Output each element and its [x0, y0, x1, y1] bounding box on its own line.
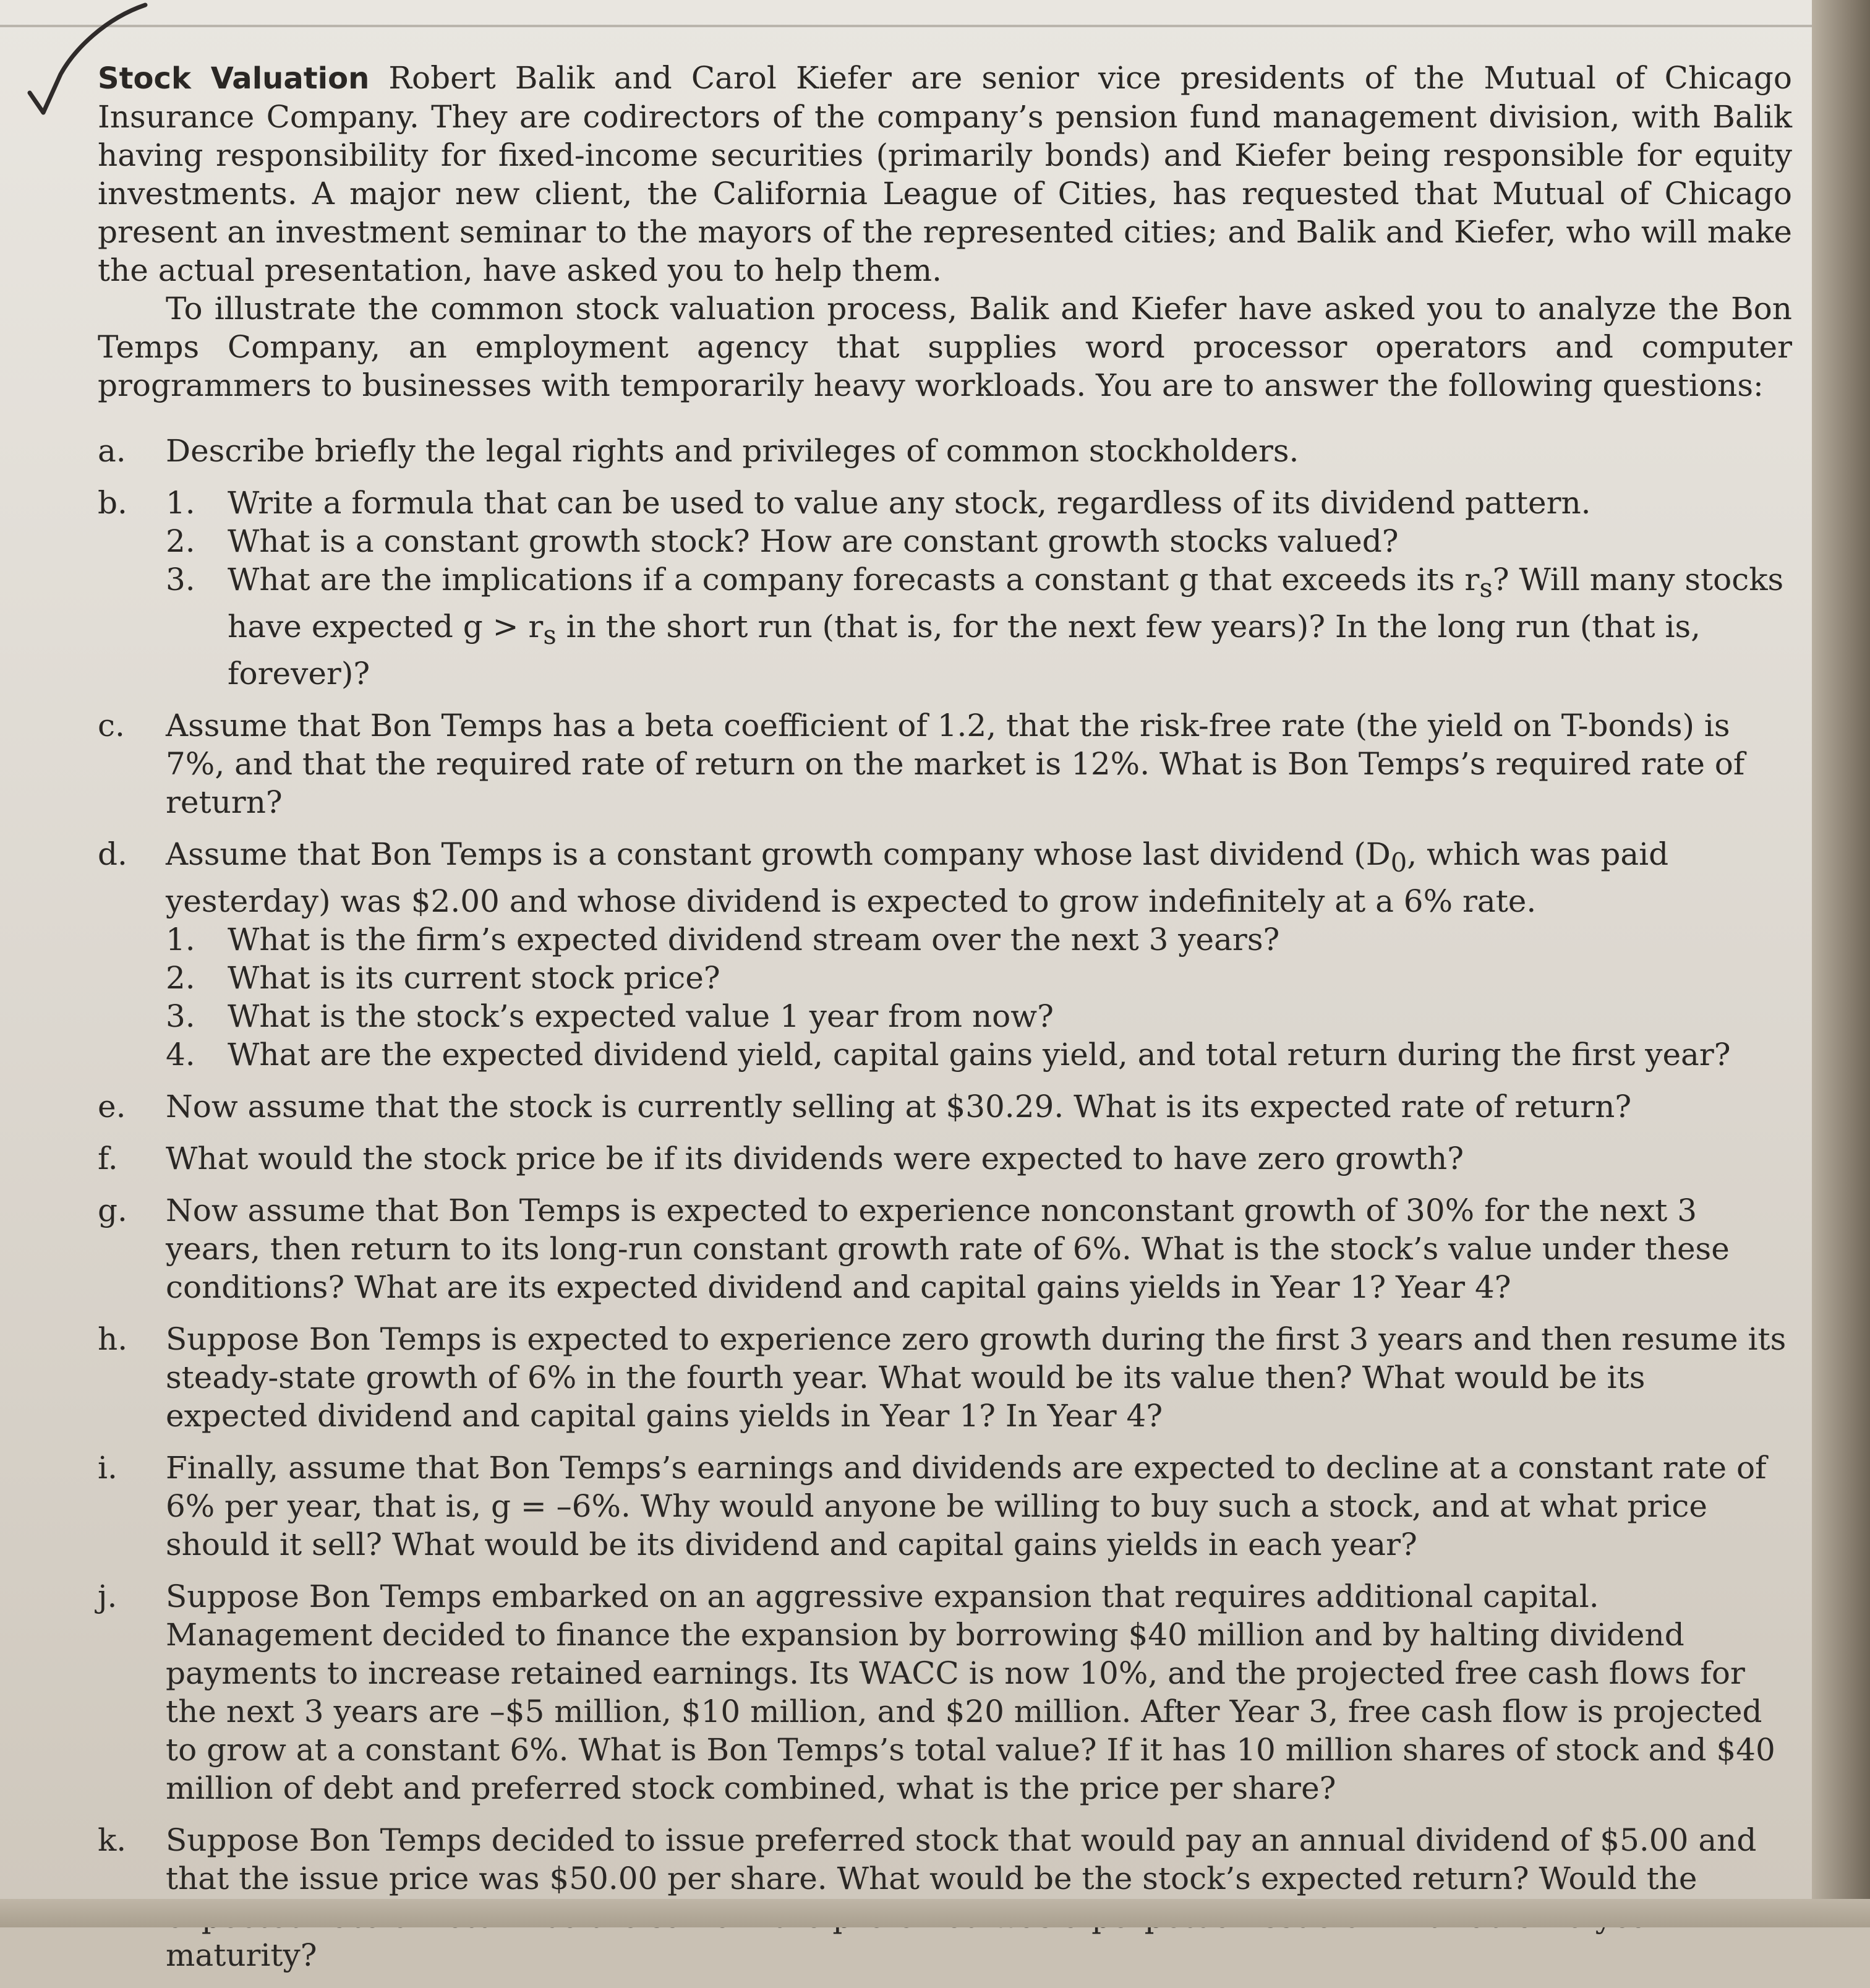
- question-c: [98, 706, 1792, 821]
- question-label: h.: [98, 1321, 128, 1357]
- problem-heading: Stock Valuation: [98, 61, 370, 96]
- question-label: a.: [98, 433, 126, 469]
- question-j: [98, 1577, 1792, 1807]
- question-g: [98, 1191, 1792, 1306]
- text-fragment: What are the implications if a company forecasts a constant g that exceeds its r: [228, 562, 1480, 598]
- top-rule-line: [0, 25, 1812, 27]
- question-text: What would the stock price be if its dividends were expected to have zero growth?: [166, 1141, 1464, 1176]
- question-label: g.: [98, 1193, 127, 1228]
- problem-content: [98, 59, 1792, 1988]
- sub-question: [166, 997, 1792, 1035]
- sub-question-text: Write a formula that can be used to value any stock, regardless of its dividend pattern.: [228, 485, 1591, 521]
- question-text: Suppose Bon Temps is expected to experience zero growth during the first 3 years and then resume its steady-state growth of 6% in the fourth year. What would be its value then? What would be its expected dividend and capital gains yields in Year 1? In Year 4?: [166, 1321, 1787, 1434]
- question-f: [98, 1139, 1792, 1178]
- question-label: i.: [98, 1450, 117, 1486]
- sub-question-text: What is the stock’s expected value 1 year from now?: [228, 998, 1054, 1034]
- subscript: s: [1479, 573, 1493, 603]
- text-fragment: in the short run (that is, for the next few years)? In the long run (that is, forever)?: [228, 609, 1701, 692]
- sub-question: [166, 484, 1792, 522]
- question-list: [98, 432, 1792, 1974]
- sub-question: [166, 920, 1792, 959]
- intro-paragraph-1: [98, 59, 1792, 289]
- sub-question-text: What are the expected dividend yield, capital gains yield, and total return during the first year?: [228, 1037, 1731, 1073]
- question-text: Suppose Bon Temps embarked on an aggressive expansion that requires additional capital. Management decided to finance the expansion by borrowing $40 million and by halting dividend payments to increase retained earnings. Its WACC is now 10%, and the projected free cash flows for the next 3 years are –$5 million, $10 million, and $20 million. After Year 3, free cash flow is projected to grow at a constant 6%. What is Bon Temps’s total value? If it has 10 million shares of stock and $40 million of debt and preferred stock combined, what is the price per share?: [166, 1579, 1775, 1806]
- sub-question-text: What is the firm’s expected dividend stream over the next 3 years?: [228, 922, 1280, 958]
- question-label: j.: [98, 1579, 117, 1614]
- text-fragment: ? Will many stocks have expected g > r: [228, 562, 1784, 645]
- sub-question: [166, 1035, 1792, 1074]
- sub-question-text: What is its current stock price?: [228, 960, 720, 996]
- question-d: [98, 835, 1792, 1074]
- question-label: b.: [98, 485, 127, 521]
- text-fragment: , which was paid yesterday) was $2.00 and whose dividend is expected to grow indefinitely at a 6% rate.: [166, 836, 1669, 919]
- sub-question-number: 3.: [166, 998, 195, 1034]
- question-text: Finally, assume that Bon Temps’s earnings and dividends are expected to decline at a constant rate of 6% per year, that is, g = –6%. Why would anyone be willing to buy such a stock, and at what price should it sell? What would be its dividend and capital gains yields in each year?: [166, 1450, 1767, 1562]
- question-body: [166, 835, 1792, 1074]
- sub-question-text: What is a constant growth stock? How are constant growth stocks valued?: [228, 523, 1399, 559]
- intro-paragraph-2: To illustrate the common stock valuation process, Balik and Kiefer have asked you to analyze the Bon Temps Company, an employment agency that supplies word processor operators and computer programmers to businesses with temporarily heavy workloads. You are to answer the following questions:: [98, 291, 1792, 403]
- question-label: d.: [98, 836, 127, 872]
- sub-question: [166, 959, 1792, 997]
- sub-question: [166, 522, 1792, 560]
- question-b: [98, 484, 1792, 693]
- sub-question-text: [228, 560, 1792, 693]
- question-k: [98, 1821, 1792, 1974]
- question-label: e.: [98, 1089, 126, 1125]
- question-text: Suppose Bon Temps decided to issue preferred stock that would pay an annual dividend of $5.00 and that the issue price was $50.00 per share. What would be the stock’s expected return? Would the maturity?: [166, 1822, 1757, 1973]
- question-i: [98, 1449, 1792, 1564]
- text-fragment: Assume that Bon Temps is a constant growth company whose last dividend (D: [166, 836, 1391, 872]
- sub-question-number: 1.: [166, 485, 195, 521]
- sub-question: [166, 560, 1792, 693]
- sub-question-number: 4.: [166, 1037, 195, 1073]
- question-label: f.: [98, 1141, 118, 1176]
- question-body: [166, 484, 1792, 693]
- intro-paragraph-1-text: Robert Balik and Carol Kiefer are senior vice presidents of the Mutual of Chicago Insurance Company. They are codirectors of the company’s pension fund management division, with Balik having responsibility for fixed-income securities (primarily bonds) and Kiefer being responsible for equity investments. A major new client, the California League of Cities, has requested that Mutual of Chicago present an investment seminar to the mayors of the represented cities; and Balik and Kiefer, who will make the actual presentation, have asked you to help them.: [98, 60, 1792, 288]
- question-text: Now assume that the stock is currently selling at $30.29. What is its expected rate of return?: [166, 1089, 1632, 1125]
- page-edge-shadow: [1812, 0, 1870, 1927]
- sub-question-number: 3.: [166, 562, 195, 598]
- subscript: s: [543, 620, 557, 650]
- question-text: Now assume that Bon Temps is expected to experience nonconstant growth of 30% for the next 3 years, then return to its long-run constant growth rate of 6%. What is the stock’s value under these conditions? What are its expected dividend and capital gains yields in Year 1? Year 4?: [166, 1193, 1730, 1305]
- question-text: Describe briefly the legal rights and privileges of common stockholders.: [166, 433, 1299, 469]
- question-label: k.: [98, 1822, 127, 1858]
- sub-question-number: 1.: [166, 922, 195, 958]
- question-label: c.: [98, 708, 125, 743]
- question-a: [98, 432, 1792, 470]
- sub-question-number: 2.: [166, 523, 195, 559]
- page-bottom-edge: [0, 1899, 1870, 1927]
- question-text: Assume that Bon Temps has a beta coefficient of 1.2, that the risk-free rate (the yield on T-bonds) is 7%, and that the required rate of return on the market is 12%. What is Bon Temps’s required rate of return?: [166, 708, 1745, 820]
- question-h: [98, 1320, 1792, 1435]
- question-e: [98, 1087, 1792, 1126]
- subscript: 0: [1390, 847, 1407, 878]
- question-text: [166, 835, 1792, 920]
- sub-question-number: 2.: [166, 960, 195, 996]
